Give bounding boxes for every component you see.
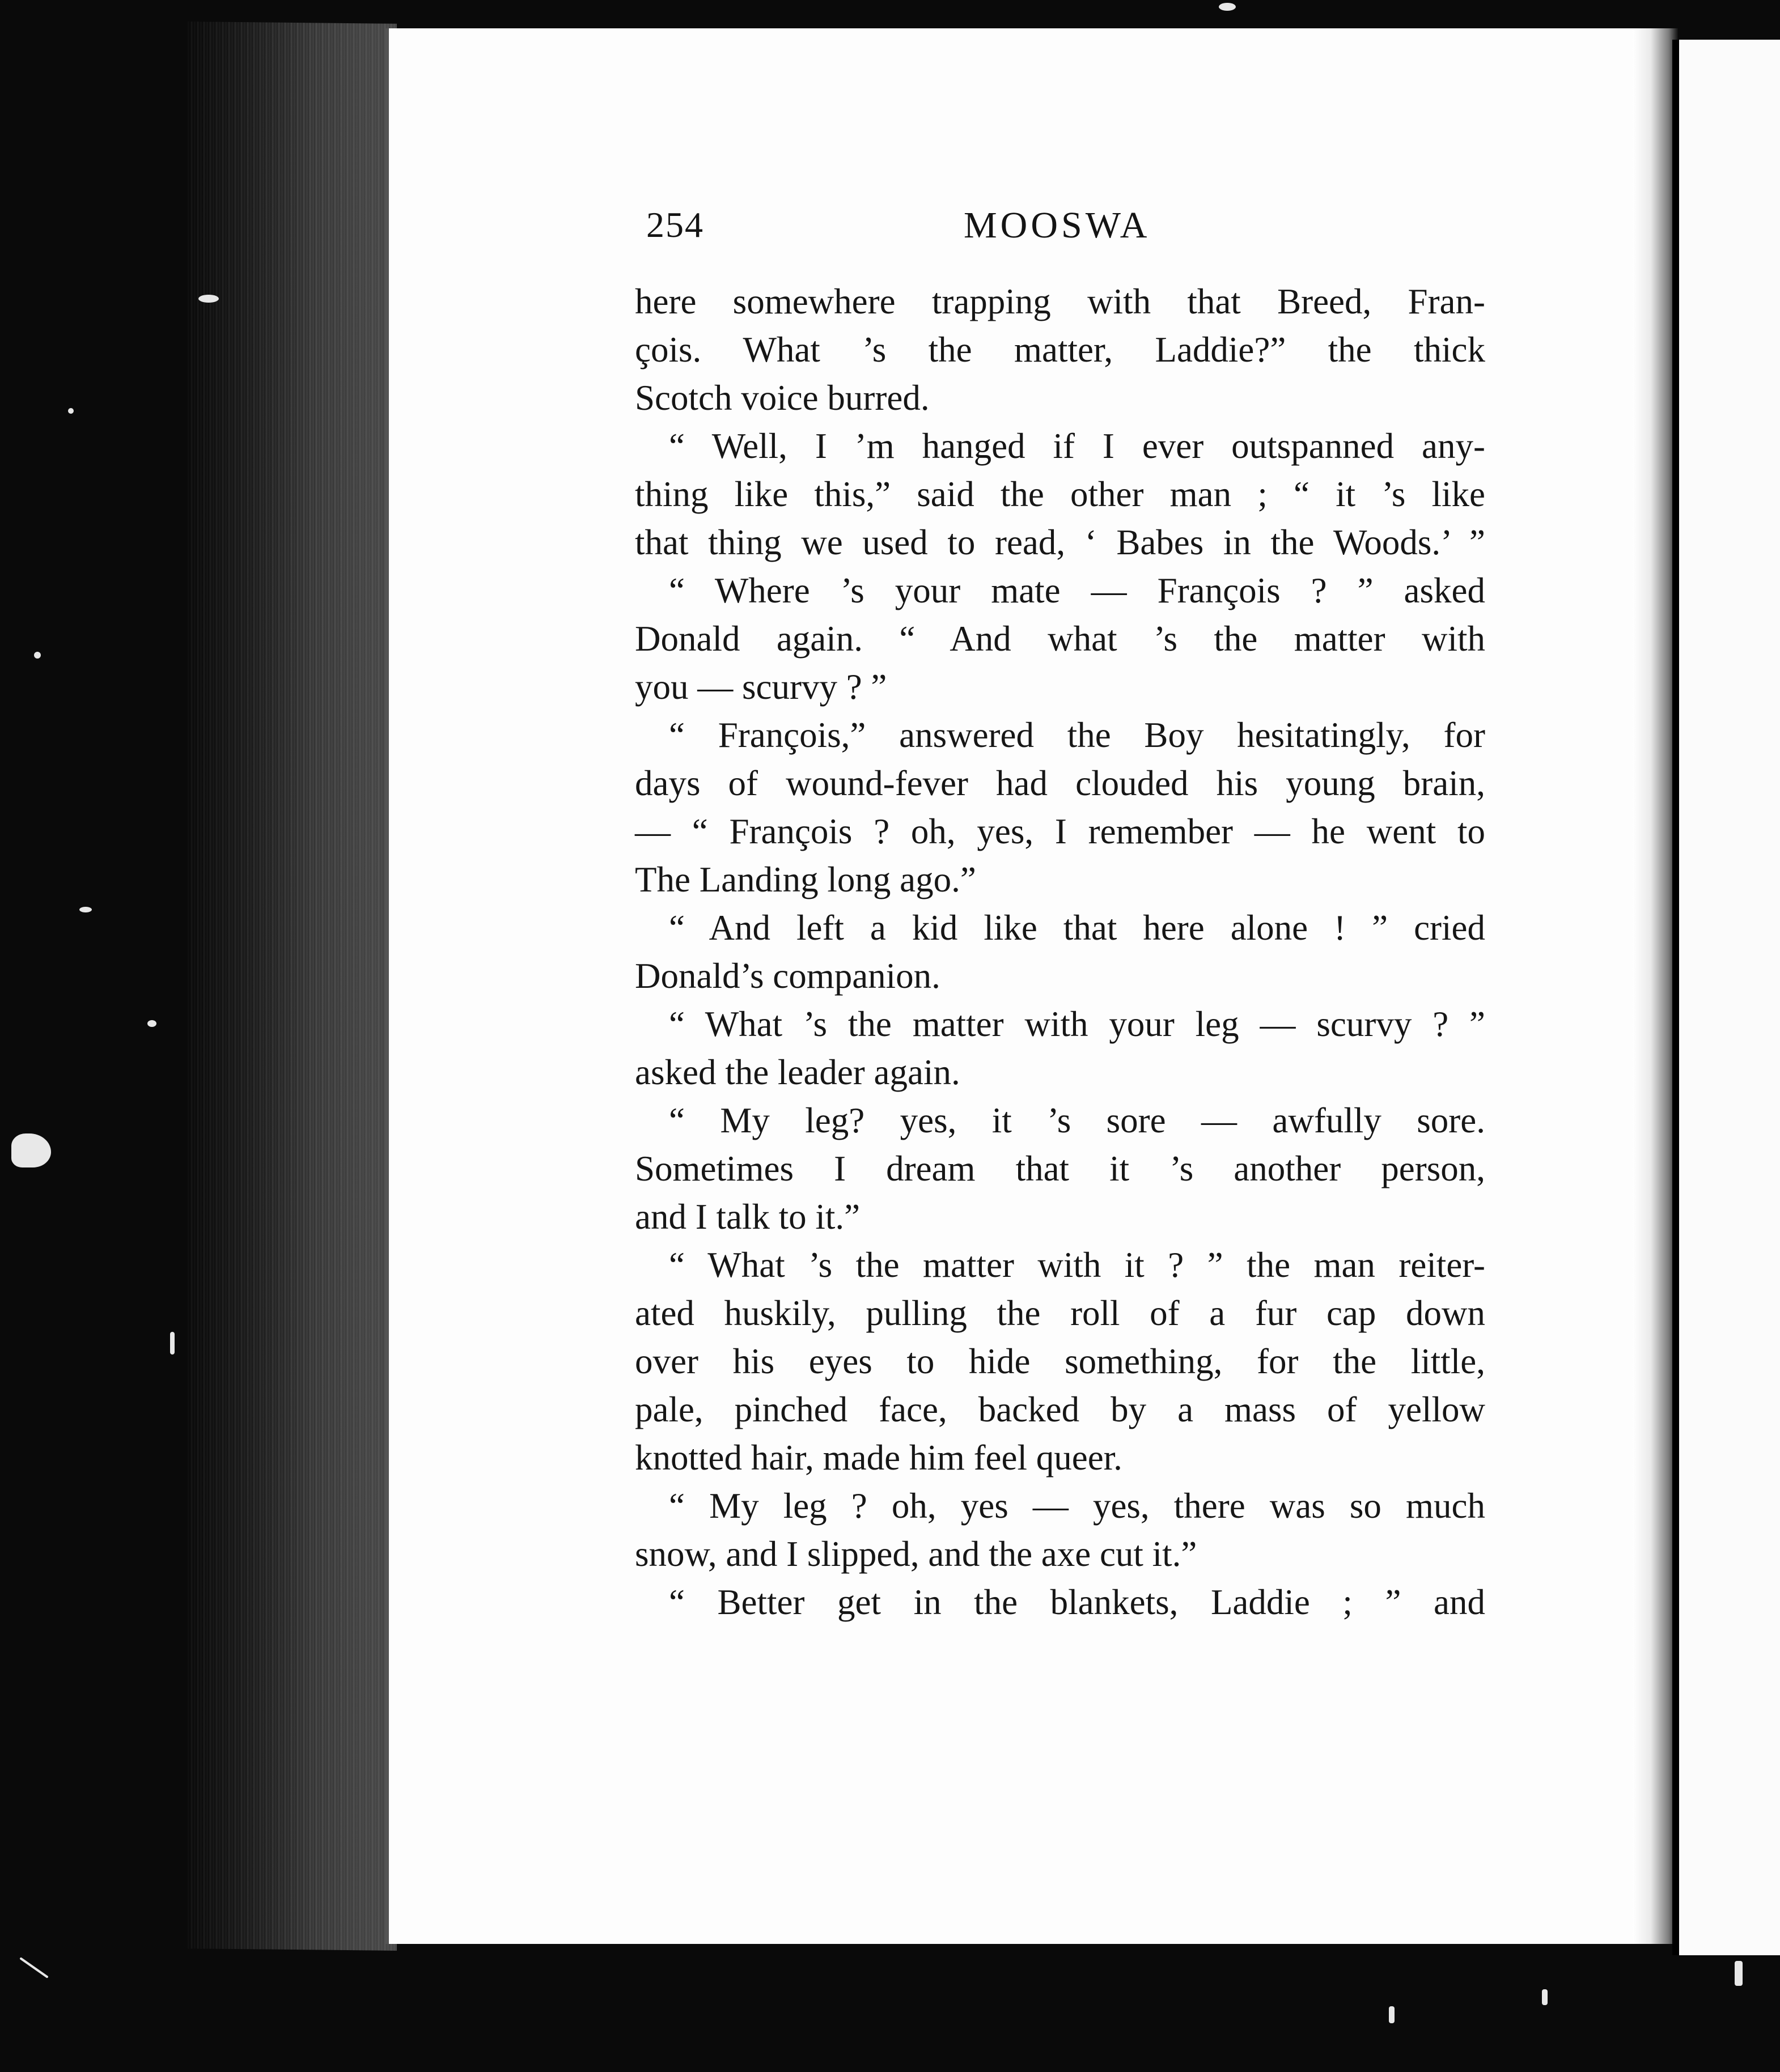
- dust-speck: [1389, 2006, 1395, 2023]
- text-line: “ My leg? yes, it ’s sore — awfully sore.: [669, 1101, 1485, 1140]
- book-fore-edge: [187, 22, 397, 1951]
- text-line: “ And left a kid like that here alone ! ” cried: [669, 908, 1485, 948]
- dust-speck: [79, 907, 92, 912]
- dust-speck: [147, 1020, 156, 1027]
- text-line: — “ François ? oh, yes, I remember — he went to: [635, 812, 1485, 851]
- dust-speck: [170, 1332, 175, 1355]
- text-line: Scotch voice burred.: [635, 378, 930, 418]
- running-title: MOOSWA: [964, 205, 1151, 246]
- text-line: Sometimes I dream that it ’s another person,: [635, 1149, 1485, 1188]
- text-line: pale, pinched face, backed by a mass of yellow: [635, 1390, 1485, 1429]
- page-number: 254: [646, 205, 704, 245]
- text-line: “ My leg ? oh, yes — yes, there was so much: [669, 1486, 1485, 1526]
- text-line: asked the leader again.: [635, 1052, 960, 1092]
- text-line: “ Well, I ’m hanged if I ever outspanned any-: [669, 426, 1485, 466]
- text-line: Donald’s companion.: [635, 956, 940, 996]
- body-text: [635, 278, 1485, 1627]
- text-line: “ What ’s the matter with your leg — scurvy ? ”: [669, 1004, 1485, 1044]
- text-line: “ François,” answered the Boy hesitatingly, for: [669, 715, 1485, 755]
- text-line: Donald again. “ And what ’s the matter with: [635, 619, 1485, 659]
- text-line: “ Better get in the blankets, Laddie ; ” and: [669, 1582, 1485, 1622]
- text-line: çois. What ’s the matter, Laddie?” the thick: [635, 330, 1485, 370]
- dust-speck: [198, 295, 219, 303]
- book-gutter: [1633, 28, 1678, 1944]
- text-line: thing like this,” said the other man ; “ it ’s like: [635, 474, 1485, 514]
- text-line: days of wound-fever had clouded his young brain,: [635, 763, 1485, 803]
- dust-speck: [68, 408, 74, 414]
- text-line: here somewhere trapping with that Breed, Fran-: [635, 282, 1485, 321]
- dust-speck: [1542, 1989, 1548, 2005]
- text-line: that thing we used to read, ‘ Babes in the Woods.’ ”: [635, 523, 1485, 562]
- text-line: snow, and I slipped, and the axe cut it.”: [635, 1534, 1197, 1574]
- text-line: you — scurvy ? ”: [635, 667, 887, 707]
- text-line: over his eyes to hide something, for the little,: [635, 1341, 1485, 1381]
- dust-speck: [1219, 3, 1236, 11]
- text-line: ated huskily, pulling the roll of a fur cap down: [635, 1293, 1485, 1333]
- text-line: “ Where ’s your mate — François ? ” asked: [669, 571, 1485, 610]
- text-line: “ What ’s the matter with it ? ” the man reiter-: [669, 1245, 1485, 1285]
- dust-speck: [11, 1133, 51, 1167]
- text-line: knotted hair, made him feel queer.: [635, 1438, 1122, 1477]
- dust-speck: [34, 652, 41, 659]
- facing-page: [1672, 40, 1780, 1955]
- running-header: [646, 204, 1485, 255]
- text-line: and I talk to it.”: [635, 1197, 861, 1237]
- text-line: The Landing long ago.”: [635, 860, 976, 899]
- dust-speck: [1735, 1961, 1743, 1986]
- dust-speck: [19, 1957, 48, 1978]
